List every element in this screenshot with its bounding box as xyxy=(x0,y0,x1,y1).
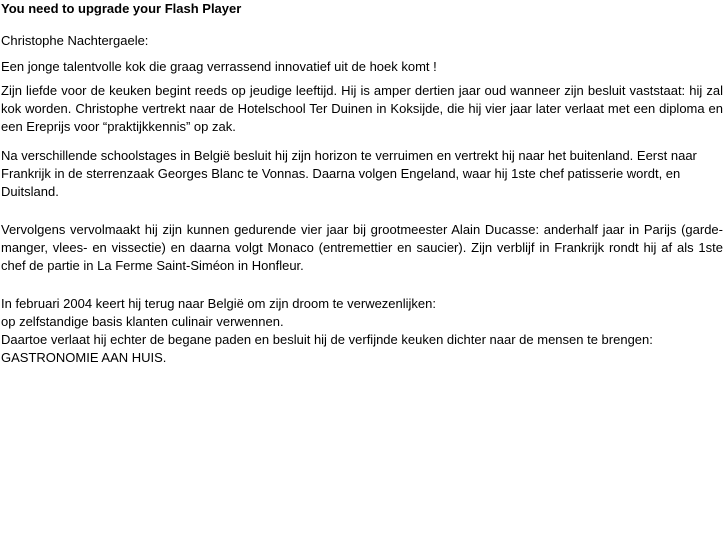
abroad-paragraph: Na verschillende schoolstages in België besluit hij zijn horizon te verruimen en vertrekt hij naar het buitenland. Eerst naar Frankrijk in de sterrenzaak Georges Blanc te Vonnas. Daarna volgen Engeland, waar hij 1ste chef patisserie wordt, en Duitsland. xyxy=(1,148,697,199)
ducasse-paragraph: Vervolgens vervolmaakt hij zijn kunnen gedurende vier jaar bij grootmeester Alain Ducasse: anderhalf jaar in Parijs (garde-manger, vlees- en vissectie) en daarna volgt Monaco (entremettier en saucier). Zijn verblijf in Frankrijk rondt hij af als 1ste chef de partie in La Ferme Saint-Siméon in Honfleur. xyxy=(1,222,723,273)
chef-name: Christophe Nachtergaele: xyxy=(1,33,149,48)
return-line: GASTRONOMIE AAN HUIS. xyxy=(1,350,167,365)
return-line: Daartoe verlaat hij echter de begane paden en besluit hij de verfijnde keuken dichter naar de mensen te brengen: xyxy=(1,332,653,347)
return-line: In februari 2004 keert hij terug naar België om zijn droom te verwezenlijken: xyxy=(1,296,437,311)
return-paragraph xyxy=(1,295,723,367)
youth-paragraph: Zijn liefde voor de keuken begint reeds op jeudige leeftijd. Hij is amper dertien jaar oud wanneer zijn besluit vaststaat: hij zal kok worden. Christophe vertrekt naar de Hotelschool Ter Duinen in Koksijde, die hij vier jaar later verlaat met een diploma en een Ereprijs voor “praktijkkennis” op zak. xyxy=(1,83,723,134)
flash-upgrade-notice: You need to upgrade your Flash Player xyxy=(1,1,242,16)
intro-paragraph: Een jonge talentvolle kok die graag verrassend innovatief uit de hoek komt ! xyxy=(1,59,437,74)
return-line: op zelfstandige basis klanten culinair verwennen. xyxy=(1,314,284,329)
